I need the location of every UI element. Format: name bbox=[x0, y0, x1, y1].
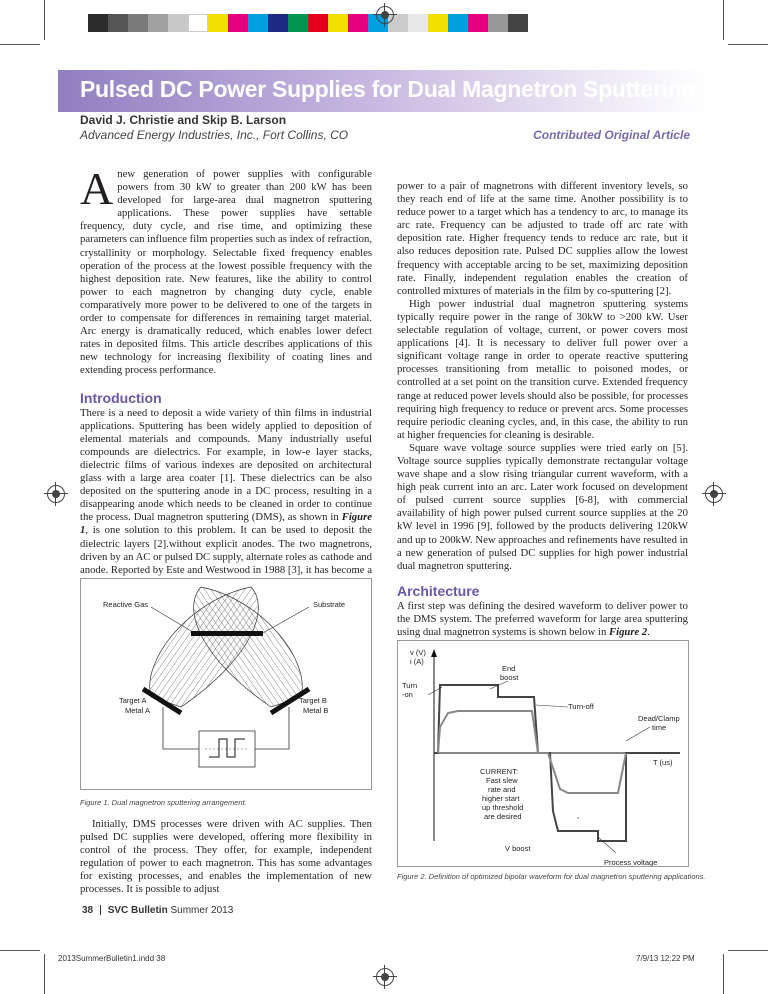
article-tag: Contributed Original Article bbox=[533, 128, 690, 142]
end-boost-label-2: boost bbox=[500, 673, 519, 682]
target-b-label: Target B bbox=[299, 696, 327, 705]
process-voltage-label: Process voltage bbox=[604, 858, 658, 866]
crop-mark bbox=[728, 44, 768, 45]
v-boost-label: V boost bbox=[505, 844, 531, 853]
current-label-1: CURRENT: bbox=[480, 767, 518, 776]
figure-1 bbox=[80, 578, 372, 790]
axis-i-label: i (A) bbox=[410, 657, 424, 666]
slug-file: 2013SummerBulletin1.indd 38 bbox=[58, 954, 166, 963]
current-label-3: rate and bbox=[488, 785, 516, 794]
dead-clamp-label-2: time bbox=[652, 723, 667, 732]
right-paragraph-3: Square wave voltage source supplies were tried early on [5]. Voltage source supplies typically demonstrate rectangular voltage wave shape and a slow rising triangular current waveform, with a high peak current into an arc. Later work focused on development of pulsed current source supplies [6-8], with commercial availability of high power pulsed current source supplies at the 20 kW level in 1996 [9], followed by the products delivering 120kW and up to 200kW. New approaches and refinements have resulted in a new generation of pulsed DC supplies for high power industrial dual magnetron sputtering. bbox=[397, 441, 688, 572]
registration-mark-icon bbox=[376, 6, 394, 24]
t-axis-label: T (us) bbox=[653, 758, 673, 767]
crop-mark bbox=[44, 954, 45, 994]
publication-name: SVC Bulletin bbox=[107, 905, 168, 916]
article-authors: David J. Christie and Skip B. Larson bbox=[80, 113, 287, 127]
dead-clamp-label-1: Dead/Clamp bbox=[638, 714, 680, 723]
introduction-heading: Introduction bbox=[80, 389, 162, 406]
substrate-label: Substrate bbox=[313, 600, 346, 609]
end-boost-label-1: End bbox=[502, 664, 516, 673]
axis-v-label: v (V) bbox=[410, 648, 426, 657]
introduction-paragraph: There is a need to deposit a wide variety of thin films in industrial applications. Sputtering has been widely applied to deposition of elemental materials and compounds. Many industrially useful compounds are dielectrics. For example, in low-e layer stacks, dielectric films of various indexes are deposited on architectural glass with a large area coater [1]. These dielectrics can be also deposited on the sputtering anode in a DC process, resulting in a disappearing anode which needs to be cleaned in order to continue the process. Dual magnetron sputtering (DMS), as shown in Figure 1, is one solution to this problem. It can be used to deposit the dielectric layers [2].without explicit anodes. The two magnetrons, driven by an AC or pulsed DC supply, alternate roles as cathode and anode. Reported by Este and Westwood in 1988 [3], it has become a bbox=[80, 406, 372, 576]
drop-cap: A bbox=[80, 163, 114, 214]
registration-mark-icon bbox=[376, 968, 394, 986]
current-label-6: are desired bbox=[484, 812, 522, 821]
left-column-continued bbox=[80, 818, 372, 897]
color-calibration-bar bbox=[88, 14, 528, 32]
reactive-gas-label: Reactive Gas bbox=[103, 600, 149, 609]
crop-mark bbox=[44, 0, 45, 40]
turn-off-label: Turn-off bbox=[568, 702, 594, 711]
introduction-paragraph-2: Initially, DMS processes were driven with AC supplies. Then pulsed DC supplies were developed, offering more flexibility in control of the process. They offer, for example, independent regulation of power to each magnetron. This has some advantages for existing processes, and enables the implementation of new processes. It is possible to adjust bbox=[80, 818, 372, 896]
metal-a-label: Metal A bbox=[125, 706, 151, 715]
intro-paragraph: Anew generation of power supplies with configurable powers from 30 kW to greater than 200 kW has been developed for large-area dual magnetron sputtering applications. These power supplies have settable frequency, duty cycle, and rise time, and optimizing these parameters can influence film properties such as index of refraction, crystallinity or morphology. Selectable fixed frequency enables operation of the process at the lowest possible frequency with the highest deposition rate. New features, like the ability to control power to each magnetron by changing duty cycle, enable comparatively more power to be delivered to one of the targets in order to compensate for differences in remaining target material. Arc energy is dramatically reduced, which enables lower defect rates in deposited films. This article describes applications of this new technology for increasing flexibility of coating lines and extending process performance. bbox=[80, 163, 372, 377]
current-label-5: up threshold bbox=[482, 803, 524, 812]
registration-mark-icon bbox=[705, 485, 723, 503]
crop-mark bbox=[0, 44, 40, 45]
slug-date: 7/9/13 12:22 PM bbox=[636, 954, 695, 963]
target-a-label: Target A bbox=[119, 696, 147, 705]
substrate-bar bbox=[191, 631, 263, 636]
article-title: Pulsed DC Power Supplies for Dual Magnetron Sputtering bbox=[80, 76, 696, 102]
article-affiliation: Advanced Energy Industries, Inc., Fort Collins, CO bbox=[80, 128, 349, 142]
crop-mark bbox=[723, 0, 724, 40]
current-label-2: Fast slew bbox=[486, 776, 518, 785]
right-column bbox=[397, 180, 688, 639]
page-number: 38 bbox=[82, 905, 94, 916]
turn-on-label-1: Turn bbox=[402, 681, 418, 690]
architecture-heading: Architecture bbox=[397, 582, 480, 599]
issue-label: Summer 2013 bbox=[170, 905, 234, 916]
figure-1-caption: Figure 1. Dual magnetron sputtering arrangement. bbox=[80, 798, 247, 807]
crop-mark bbox=[723, 954, 724, 994]
page-footer bbox=[82, 905, 233, 916]
figure-2-caption: Figure 2. Definition of optimized bipolar waveform for dual magnetron sputtering applications. bbox=[397, 872, 706, 881]
left-column bbox=[80, 163, 372, 590]
architecture-paragraph: A first step was defining the desired waveform to deliver power to the DMS system. The preferred waveform for large area sputtering using dual magnetron systems is shown below in Figure 2. bbox=[397, 599, 688, 639]
crop-mark bbox=[0, 950, 40, 951]
right-paragraph-2: High power industrial dual magnetron sputtering systems typically require power in the range of 30kW to >200 kW. User selectable regulation of voltage, current, or power covers most applications [4]. It is necessary to deliver full power over a significant voltage range in order to operate reactive sputtering processes transitioning from metallic to poisoned modes, or controlled at a set point on the transition curve. Extended frequency range at reduced power levels should also be possible, for processes requiring high frequency to reduce or prevent arcs. Some processes require periodic cleaning cycles, and, in this case, the ability to run at higher frequencies for cleaning is desirable. bbox=[397, 297, 688, 441]
metal-b-label: Metal B bbox=[303, 706, 329, 715]
crop-mark bbox=[728, 950, 768, 951]
figure-2 bbox=[397, 640, 689, 867]
turn-on-label-2: -on bbox=[402, 690, 413, 699]
current-label-4: higher start bbox=[482, 794, 520, 803]
right-paragraph-1: power to a pair of magnetrons with different inventory levels, so they reach end of life at the same time. Another possibility is to reduce power to a target which has a tendency to arc, to manage its arc rate. Frequency can be adjusted to trade off arc rate with deposition rate. Higher frequency tends to reduce arc rate, but it also reduces deposition rate. Pulsed DC supplies allow the lowest frequency with acceptable arcing to be set, maximizing deposition rate. Finally, independent regulation enables the creation of controlled mixtures of materials in the film by co-sputtering [2]. bbox=[397, 180, 688, 297]
registration-mark-icon bbox=[47, 485, 65, 503]
